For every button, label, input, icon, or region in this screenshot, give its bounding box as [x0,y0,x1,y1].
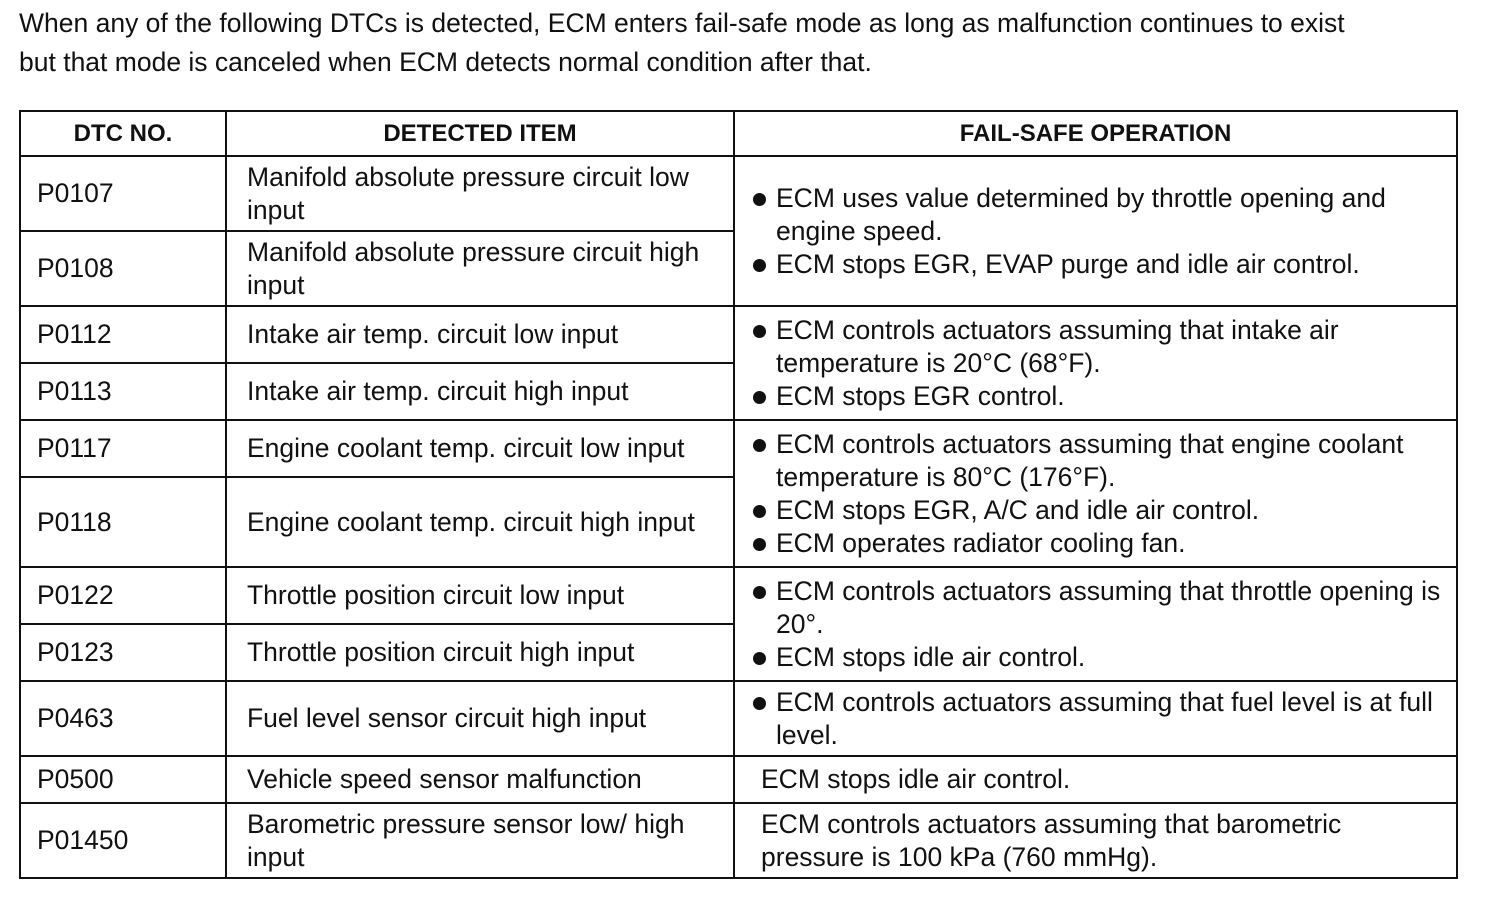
detected-item: Manifold absolute pressure circuit low input [226,156,734,231]
detected-item: Throttle position circuit low input [226,567,734,624]
fail-safe-operation: ECM stops idle air control. [734,756,1457,803]
intro-paragraph [19,4,1479,82]
detected-item: Intake air temp. circuit low input [226,306,734,363]
detected-item: Throttle position circuit high input [226,624,734,681]
fail-safe-operation [734,681,1457,756]
table-row [20,803,1457,878]
operation-text: ECM stops EGR, EVAP purge and idle air control. [776,248,1360,279]
operation-text: ECM controls actuators assuming that engine coolant temperature is 80°C (176°F). [776,428,1404,492]
operation-bullet [753,428,1448,494]
operation-text: ECM controls actuators assuming that intake air temperature is 20°C (68°F). [776,314,1339,378]
detected-item: Fuel level sensor circuit high input [226,681,734,756]
bullet-icon [753,439,766,452]
bullet-icon [753,505,766,518]
dtc-code: P0112 [20,306,226,363]
operation-list [753,314,1448,413]
table-row [20,681,1457,756]
dtc-code: P0117 [20,420,226,477]
dtc-code: P0118 [20,477,226,567]
operation-text: ECM stops EGR control. [776,380,1065,411]
operation-bullet [753,248,1448,281]
fail-safe-operation: ECM controls actuators assuming that barometric pressure is 100 kPa (760 mmHg). [734,803,1457,878]
detected-item: Engine coolant temp. circuit high input [226,477,734,567]
table-row [20,156,1457,231]
dtc-code: P0108 [20,231,226,306]
dtc-code: P0107 [20,156,226,231]
operation-bullet [753,182,1448,248]
bullet-icon [753,697,766,710]
operation-bullet [753,641,1448,674]
dtc-code: P0122 [20,567,226,624]
dtc-code: P0123 [20,624,226,681]
table-header-row [20,111,1457,156]
fail-safe-operation [734,420,1457,567]
dtc-code: P01450 [20,803,226,878]
bullet-icon [753,391,766,404]
operation-text: ECM controls actuators assuming that fuel level is at full level. [776,686,1433,750]
bullet-icon [753,586,766,599]
operation-list [753,182,1448,281]
fail-safe-operation [734,156,1457,306]
detected-item: Vehicle speed sensor malfunction [226,756,734,803]
header-fail-safe-operation: FAIL-SAFE OPERATION [734,111,1457,156]
header-dtc-no: DTC NO. [20,111,226,156]
operation-bullet [753,314,1448,380]
operation-text: ECM stops idle air control. [776,641,1086,672]
bullet-icon [753,193,766,206]
detected-item: Manifold absolute pressure circuit high input [226,231,734,306]
bullet-icon [753,652,766,665]
operation-bullet [753,494,1448,527]
operation-list [753,686,1448,752]
detected-item: Intake air temp. circuit high input [226,363,734,420]
operation-text: ECM controls actuators assuming that throttle opening is 20°. [776,575,1441,639]
bullet-icon [753,259,766,272]
bullet-icon [753,538,766,551]
dtc-code: P0500 [20,756,226,803]
dtc-code: P0463 [20,681,226,756]
detected-item: Engine coolant temp. circuit low input [226,420,734,477]
table-row [20,567,1457,624]
operation-text: ECM uses value determined by throttle opening and engine speed. [776,182,1386,246]
operation-text: ECM stops EGR, A/C and idle air control. [776,494,1260,525]
operation-bullet [753,380,1448,413]
table-row [20,756,1457,803]
operation-text: ECM operates radiator cooling fan. [776,527,1186,558]
detected-item: Barometric pressure sensor low/ high input [226,803,734,878]
operation-bullet [753,575,1448,641]
fail-safe-operation [734,567,1457,681]
intro-line-1: When any of the following DTCs is detected, ECM enters fail-safe mode as long as malfunction continues to exist [19,8,1345,38]
operation-bullet [753,527,1448,560]
operation-list [753,428,1448,560]
bullet-icon [753,325,766,338]
fail-safe-operation [734,306,1457,420]
table-row [20,306,1457,363]
dtc-fail-safe-table [19,110,1458,879]
intro-line-2: but that mode is canceled when ECM detects normal condition after that. [19,47,872,77]
dtc-code: P0113 [20,363,226,420]
header-detected-item: DETECTED ITEM [226,111,734,156]
operation-list [753,575,1448,674]
operation-bullet [753,686,1448,752]
table-row [20,420,1457,477]
